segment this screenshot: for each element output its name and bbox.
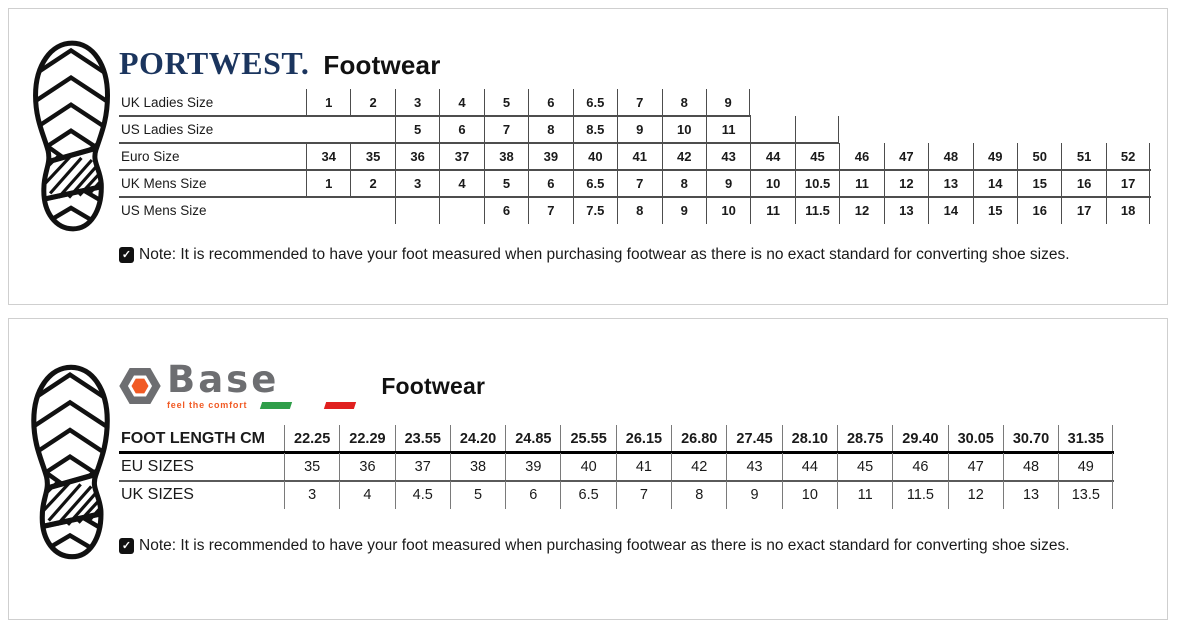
note-text: Note: It is recommended to have your foot measured when purchasing footwear as there is no exact standard for converting shoe sizes. bbox=[139, 537, 1070, 554]
size-cell: 34 bbox=[306, 143, 350, 170]
row-label: UK SIZES bbox=[121, 486, 194, 503]
size-cell: 52 bbox=[1106, 143, 1150, 170]
size-cell: 2 bbox=[350, 89, 394, 116]
size-cell: 41 bbox=[616, 453, 671, 481]
size-cell: 39 bbox=[528, 143, 572, 170]
size-cell bbox=[973, 89, 1017, 116]
portwest-note bbox=[119, 246, 1070, 264]
base-size-table bbox=[119, 425, 1114, 509]
size-cell: 11 bbox=[837, 481, 892, 509]
size-cell: 5 bbox=[395, 116, 439, 143]
size-cell: 47 bbox=[948, 453, 1003, 481]
size-cell: 11 bbox=[839, 170, 883, 197]
size-cell bbox=[795, 116, 839, 143]
row-label: EU SIZES bbox=[121, 458, 194, 475]
size-cell: 26.15 bbox=[616, 425, 671, 453]
table-row bbox=[119, 170, 1151, 197]
size-cell: 7 bbox=[617, 89, 661, 116]
size-cell: 3 bbox=[284, 481, 339, 509]
size-cell: 16 bbox=[1061, 170, 1105, 197]
size-cell: 13 bbox=[928, 170, 972, 197]
size-cell: 7 bbox=[617, 170, 661, 197]
size-cell: 28.75 bbox=[837, 425, 892, 453]
note-check-icon: ✓ bbox=[119, 247, 134, 263]
size-cell: 43 bbox=[726, 453, 781, 481]
row-label: UK Mens Size bbox=[121, 176, 207, 191]
size-cell: 5 bbox=[450, 481, 505, 509]
size-cell: 12 bbox=[839, 197, 883, 224]
size-cell: 15 bbox=[1017, 170, 1061, 197]
size-cell bbox=[306, 116, 350, 143]
size-cell: 8 bbox=[671, 481, 726, 509]
size-cell: 43 bbox=[706, 143, 750, 170]
size-cell: 23.55 bbox=[395, 425, 450, 453]
size-cell bbox=[1106, 89, 1150, 116]
size-cell: 11.5 bbox=[795, 197, 839, 224]
size-cell: 5 bbox=[484, 89, 528, 116]
size-cell bbox=[884, 89, 928, 116]
base-header bbox=[117, 358, 486, 410]
size-cell: 48 bbox=[1003, 453, 1058, 481]
size-cell: 51 bbox=[1061, 143, 1105, 170]
size-cell: 44 bbox=[750, 143, 794, 170]
size-cell: 26.80 bbox=[671, 425, 726, 453]
size-cell: 38 bbox=[484, 143, 528, 170]
size-cell: 35 bbox=[284, 453, 339, 481]
size-cell bbox=[439, 197, 483, 224]
size-cell: 46 bbox=[839, 143, 883, 170]
table-row bbox=[119, 453, 1114, 481]
size-cell: 8 bbox=[528, 116, 572, 143]
size-cell: 45 bbox=[837, 453, 892, 481]
size-cell: 36 bbox=[339, 453, 394, 481]
size-cell: 36 bbox=[395, 143, 439, 170]
size-cell bbox=[795, 89, 839, 116]
shoeprint-icon bbox=[29, 39, 113, 233]
size-cell bbox=[973, 116, 1017, 143]
size-cell: 8 bbox=[662, 89, 706, 116]
size-cell bbox=[1061, 116, 1105, 143]
size-cell: 6.5 bbox=[573, 89, 617, 116]
size-cell: 44 bbox=[782, 453, 837, 481]
size-cell: 17 bbox=[1106, 170, 1150, 197]
size-cell: 18 bbox=[1106, 197, 1150, 224]
table-row bbox=[119, 197, 1151, 224]
table-row bbox=[119, 143, 1151, 170]
size-cell bbox=[839, 116, 883, 143]
table-row bbox=[119, 89, 1151, 116]
row-label: Euro Size bbox=[121, 149, 180, 164]
size-cell: 13 bbox=[884, 197, 928, 224]
size-cell: 24.85 bbox=[505, 425, 560, 453]
shoeprint-icon bbox=[27, 363, 113, 561]
portwest-size-table bbox=[119, 89, 1151, 224]
size-cell: 9 bbox=[706, 89, 750, 116]
size-cell: 10.5 bbox=[795, 170, 839, 197]
size-cell: 28.10 bbox=[782, 425, 837, 453]
size-cell: 4 bbox=[439, 89, 483, 116]
size-cell: 40 bbox=[560, 453, 615, 481]
size-cell: 10 bbox=[706, 197, 750, 224]
size-cell bbox=[306, 197, 350, 224]
size-cell: 9 bbox=[617, 116, 661, 143]
row-label: US Ladies Size bbox=[121, 122, 214, 137]
size-cell: 16 bbox=[1017, 197, 1061, 224]
row-label: US Mens Size bbox=[121, 203, 207, 218]
size-cell: 15 bbox=[973, 197, 1017, 224]
portwest-logo: PORTWEST. bbox=[119, 45, 310, 81]
size-cell bbox=[1017, 116, 1061, 143]
size-cell: 42 bbox=[671, 453, 726, 481]
size-cell: 1 bbox=[306, 170, 350, 197]
base-tagline-row bbox=[167, 400, 355, 410]
base-wordmark: Base bbox=[167, 358, 280, 401]
size-cell bbox=[350, 197, 394, 224]
size-cell: 5 bbox=[484, 170, 528, 197]
size-cell: 39 bbox=[505, 453, 560, 481]
size-cell: 37 bbox=[395, 453, 450, 481]
size-cell: 49 bbox=[973, 143, 1017, 170]
size-cell: 10 bbox=[750, 170, 794, 197]
size-cell: 25.55 bbox=[560, 425, 615, 453]
size-cell: 29.40 bbox=[892, 425, 947, 453]
size-cell: 7 bbox=[528, 197, 572, 224]
size-cell: 11 bbox=[750, 197, 794, 224]
row-label: UK Ladies Size bbox=[121, 95, 214, 110]
size-cell: 6.5 bbox=[560, 481, 615, 509]
row-label: FOOT LENGTH CM bbox=[121, 430, 265, 447]
size-cell bbox=[1106, 116, 1150, 143]
size-cell: 13 bbox=[1003, 481, 1058, 509]
size-cell: 41 bbox=[617, 143, 661, 170]
size-cell: 7 bbox=[616, 481, 671, 509]
base-logo bbox=[117, 358, 355, 410]
size-cell: 10 bbox=[662, 116, 706, 143]
size-cell: 7 bbox=[484, 116, 528, 143]
table-row bbox=[119, 425, 1114, 453]
size-cell: 14 bbox=[973, 170, 1017, 197]
size-cell: 11.5 bbox=[892, 481, 947, 509]
size-cell: 47 bbox=[884, 143, 928, 170]
size-cell bbox=[350, 116, 394, 143]
flag-green-bar bbox=[260, 402, 292, 409]
hex-nut-icon bbox=[117, 363, 163, 409]
size-cell bbox=[750, 116, 794, 143]
size-cell: 17 bbox=[1061, 197, 1105, 224]
size-cell: 11 bbox=[706, 116, 750, 143]
size-cell: 7.5 bbox=[573, 197, 617, 224]
size-cell: 46 bbox=[892, 453, 947, 481]
size-cell: 6 bbox=[528, 89, 572, 116]
base-footwear-title: Footwear bbox=[381, 373, 486, 399]
base-tagline: feel the comfort bbox=[167, 400, 248, 410]
size-cell bbox=[750, 89, 794, 116]
size-cell bbox=[839, 89, 883, 116]
size-cell: 6.5 bbox=[573, 170, 617, 197]
size-cell bbox=[1061, 89, 1105, 116]
size-cell: 9 bbox=[726, 481, 781, 509]
size-cell: 4 bbox=[439, 170, 483, 197]
size-cell: 6 bbox=[439, 116, 483, 143]
size-cell: 3 bbox=[395, 170, 439, 197]
size-cell: 49 bbox=[1058, 453, 1113, 481]
size-cell: 30.05 bbox=[948, 425, 1003, 453]
size-cell: 37 bbox=[439, 143, 483, 170]
size-cell: 3 bbox=[395, 89, 439, 116]
size-cell: 14 bbox=[928, 197, 972, 224]
size-cell: 22.25 bbox=[284, 425, 339, 453]
size-cell: 8.5 bbox=[573, 116, 617, 143]
base-panel bbox=[8, 318, 1168, 620]
size-cell: 12 bbox=[884, 170, 928, 197]
note-text: Note: It is recommended to have your foot measured when purchasing footwear as there is no exact standard for converting shoe sizes. bbox=[139, 246, 1070, 263]
size-cell: 4 bbox=[339, 481, 394, 509]
size-cell: 31.35 bbox=[1058, 425, 1113, 453]
size-cell: 40 bbox=[573, 143, 617, 170]
size-cell: 42 bbox=[662, 143, 706, 170]
size-cell: 22.29 bbox=[339, 425, 394, 453]
size-cell: 13.5 bbox=[1058, 481, 1113, 509]
portwest-footwear-title: Footwear bbox=[323, 50, 441, 80]
size-cell: 4.5 bbox=[395, 481, 450, 509]
size-cell: 6 bbox=[484, 197, 528, 224]
size-cell: 27.45 bbox=[726, 425, 781, 453]
base-note bbox=[119, 537, 1070, 555]
size-cell bbox=[928, 116, 972, 143]
size-cell: 30.70 bbox=[1003, 425, 1058, 453]
size-cell: 9 bbox=[706, 170, 750, 197]
size-cell: 45 bbox=[795, 143, 839, 170]
size-cell: 10 bbox=[782, 481, 837, 509]
portwest-panel bbox=[8, 8, 1168, 305]
size-cell: 50 bbox=[1017, 143, 1061, 170]
note-check-icon: ✓ bbox=[119, 538, 134, 554]
size-cell: 8 bbox=[662, 170, 706, 197]
size-cell: 38 bbox=[450, 453, 505, 481]
size-cell bbox=[884, 116, 928, 143]
size-cell bbox=[928, 89, 972, 116]
size-cell: 48 bbox=[928, 143, 972, 170]
size-cell: 35 bbox=[350, 143, 394, 170]
table-row bbox=[119, 481, 1114, 509]
size-cell: 6 bbox=[505, 481, 560, 509]
table-row bbox=[119, 116, 1151, 143]
size-cell: 6 bbox=[528, 170, 572, 197]
flag-red-bar bbox=[324, 402, 356, 409]
size-cell: 1 bbox=[306, 89, 350, 116]
size-cell: 8 bbox=[617, 197, 661, 224]
portwest-header bbox=[119, 45, 441, 82]
size-cell: 9 bbox=[662, 197, 706, 224]
size-cell: 2 bbox=[350, 170, 394, 197]
size-cell: 12 bbox=[948, 481, 1003, 509]
size-cell bbox=[1017, 89, 1061, 116]
size-cell bbox=[395, 197, 439, 224]
size-cell: 24.20 bbox=[450, 425, 505, 453]
